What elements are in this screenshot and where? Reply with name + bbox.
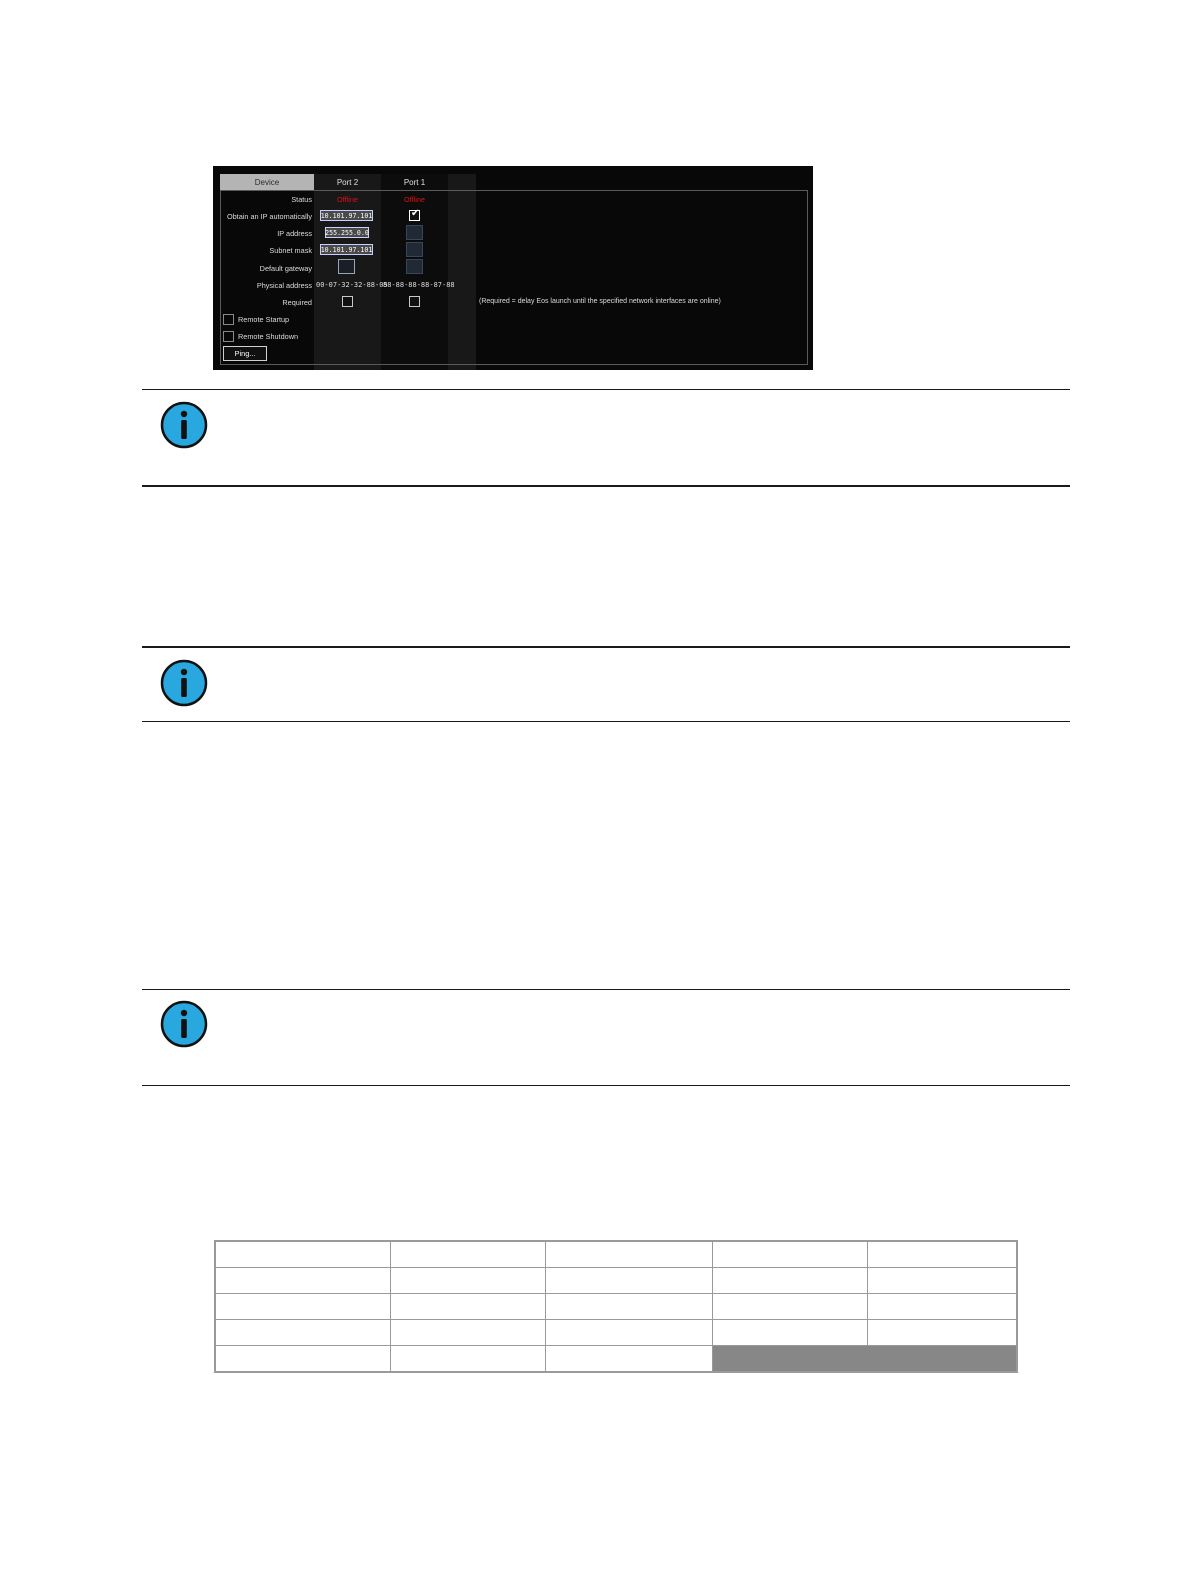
table-cell [215,1268,390,1294]
info-icon [160,401,208,449]
port1-status: Offline [404,195,425,204]
table-cell [215,1294,390,1320]
data-table [214,1240,1018,1373]
required-note: (Required = delay Eos launch until the specified network interfaces are online) [479,298,721,305]
table-cell [867,1294,1017,1320]
network-settings-screenshot [213,166,813,370]
remote-shutdown-checkbox[interactable] [223,331,234,342]
remote-shutdown-label: Remote Shutdown [238,332,299,341]
note-3-top-rule [142,989,1070,990]
table-cell [867,1320,1017,1346]
note-2-bottom-rule [142,721,1070,722]
table-cell [215,1346,390,1373]
table-cell-shaded [712,1346,1017,1373]
port2-subnet-mask-field[interactable]: 10.101.97.101 [320,245,373,254]
obtain-ip-label: Obtain an IP automatically [226,212,312,221]
note-1-top-rule [142,389,1070,390]
note-3-bottom-rule [142,1085,1070,1086]
port2-physical-address: 00-07-32-32-88-05 [316,281,388,289]
tab-port-2[interactable]: Port 2 [336,177,359,187]
physical-address-label: Physical address [256,281,312,290]
port2-required-checkbox[interactable] [342,296,353,307]
note-2-top-rule [142,646,1070,648]
table-cell [712,1320,867,1346]
table-cell [545,1294,712,1320]
table-cell [867,1268,1017,1294]
table-row [215,1294,1017,1320]
table-cell [867,1241,1017,1268]
port1-required-checkbox[interactable] [409,296,420,307]
table-cell [390,1294,545,1320]
info-icon [160,659,208,707]
subnet-mask-label: Subnet mask [269,246,312,255]
port1-physical-address: 88-88-88-88-87-88 [383,281,455,289]
table-cell [390,1320,545,1346]
port1-obtain-ip-checkbox[interactable] [409,210,420,221]
ip-address-label: IP address [277,229,312,238]
table-cell [215,1320,390,1346]
table-cell [712,1241,867,1268]
port1-default-gateway-field[interactable] [406,259,423,274]
port2-obtain-ip-field[interactable]: 10.101.97.101 [320,211,373,220]
table-cell [545,1346,712,1373]
note-1-bottom-rule [142,485,1070,487]
table-cell [712,1268,867,1294]
port2-status: Offline [337,195,358,204]
table-row [215,1268,1017,1294]
checkmark-icon: ✔ [411,208,420,219]
remote-startup-label: Remote Startup [238,315,290,324]
table-cell [390,1346,545,1373]
table-cell [545,1320,712,1346]
port2-ip-address-field[interactable]: 255.255.0.0 [325,228,369,237]
port1-ip-address-field[interactable] [406,225,423,240]
status-label: Status [291,195,312,204]
required-label: Required [282,298,312,307]
info-icon [160,1000,208,1048]
table-row [215,1320,1017,1346]
table-cell [545,1241,712,1268]
tab-port-1[interactable]: Port 1 [403,177,426,187]
table-cell [712,1294,867,1320]
remote-startup-checkbox[interactable] [223,314,234,325]
tab-device[interactable]: Device [220,174,314,190]
table-cell [545,1268,712,1294]
table-row [215,1346,1017,1373]
table-cell [390,1268,545,1294]
ping-button[interactable]: Ping... [223,346,267,361]
default-gateway-label: Default gateway [259,264,312,273]
table-cell [215,1241,390,1268]
table-row [215,1241,1017,1268]
port2-default-gateway-field[interactable] [338,259,355,274]
table-cell [390,1241,545,1268]
port1-subnet-mask-field[interactable] [406,242,423,257]
